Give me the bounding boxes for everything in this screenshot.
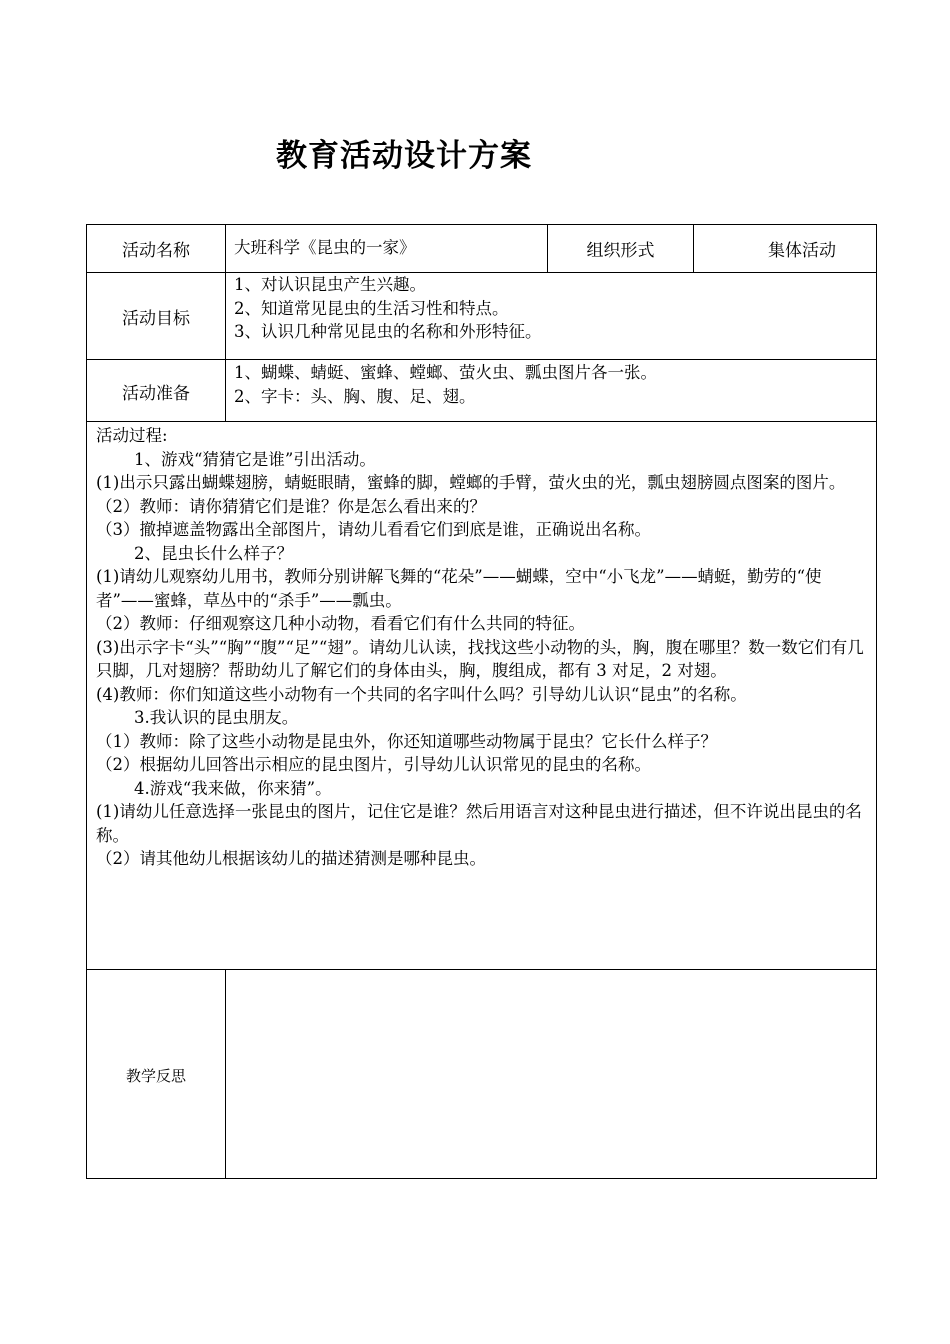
- process-line: （3）撤掉遮盖物露出全部图片，请幼儿看看它们到底是谁，正确说出名称。: [96, 520, 651, 539]
- reflection-label: 教学反思: [125, 1067, 186, 1085]
- form-value: 集体活动: [768, 241, 836, 261]
- process-line: （2）教师：请你猜猜它们是谁？你是怎么看出来的？: [96, 496, 486, 516]
- form-label: 组织形式: [586, 241, 655, 261]
- reflection-content-cell: [225, 969, 877, 1179]
- process-line: （1）教师：除了这些小动物是昆虫外，你还知道哪些动物属于昆虫？它长什么样子？: [96, 731, 717, 751]
- process-line: (3)出示字卡“头”“胸”“腹”“足”“翅”。请幼儿认读，找找这些小动物的头，胸，腹在哪里？数一数它们有几只脚，几对翅膀？帮助幼儿了解它们的身体由头，胸，腹组成，都有 3 对足，2 对翅。: [96, 637, 864, 680]
- name-label: 活动名称: [122, 241, 190, 261]
- process-line: (1)出示只露出蝴蝶翅膀，蜻蜓眼睛，蜜蜂的脚，螳螂的手臂，萤火虫的光，瓢虫翅膀圆点图案的图片。: [96, 473, 846, 492]
- process-line: 3.我认识的昆虫朋友。: [134, 708, 299, 727]
- prep-list: [234, 361, 657, 408]
- goal-item: 2、知道常见昆虫的生活习性和特点。: [234, 298, 509, 318]
- goal-item: 1、对认识昆虫产生兴趣。: [234, 275, 426, 294]
- name-value: 大班科学《昆虫的一家》: [234, 238, 416, 257]
- process-line: 4.游戏“我来做，你来猜”。: [134, 778, 332, 798]
- process-line: （2）根据幼儿回答出示相应的昆虫图片，引导幼儿认识常见的昆虫的名称。: [96, 755, 651, 774]
- process-line: (1)请幼儿观察幼儿用书，教师分别讲解飞舞的“花朵”——蝴蝶，空中“小飞龙”——蜻蜓，勤劳的“使者”——蜜蜂，草丛中的“杀手”——瓢虫。: [96, 567, 822, 610]
- page-title: 教育活动设计方案: [276, 138, 532, 174]
- prep-item: 2、字卡：头、胸、腹、足、翅。: [234, 386, 476, 406]
- goals-list: [234, 273, 542, 344]
- process-line: （2）教师：仔细观察这几种小动物，看看它们有什么共同的特征。: [96, 614, 585, 633]
- goals-label: 活动目标: [122, 309, 190, 329]
- process-line: 2、昆虫长什么样子？: [134, 543, 293, 563]
- goal-item: 3、认识几种常见昆虫的名称和外形特征。: [234, 322, 542, 341]
- process-line: 1、游戏“猜猜它是谁”引出活动。: [134, 449, 376, 469]
- prep-item: 1、蝴蝶、蜻蜓、蜜蜂、螳螂、萤火虫、瓢虫图片各一张。: [234, 363, 657, 382]
- process-line: (1)请幼儿任意选择一张昆虫的图片，记住它是谁？然后用语言对这种昆虫进行描述，但不许说出昆虫的名称。: [96, 802, 862, 845]
- prep-label: 活动准备: [122, 384, 190, 404]
- process-label: 活动过程:: [96, 426, 168, 445]
- process-line: (4)教师：你们知道这些小动物有一个共同的名字叫什么吗？引导幼儿认识“昆虫”的名称。: [96, 684, 747, 704]
- process-content: [96, 424, 870, 871]
- process-line: （2）请其他幼儿根据该幼儿的描述猜测是哪种昆虫。: [96, 849, 486, 868]
